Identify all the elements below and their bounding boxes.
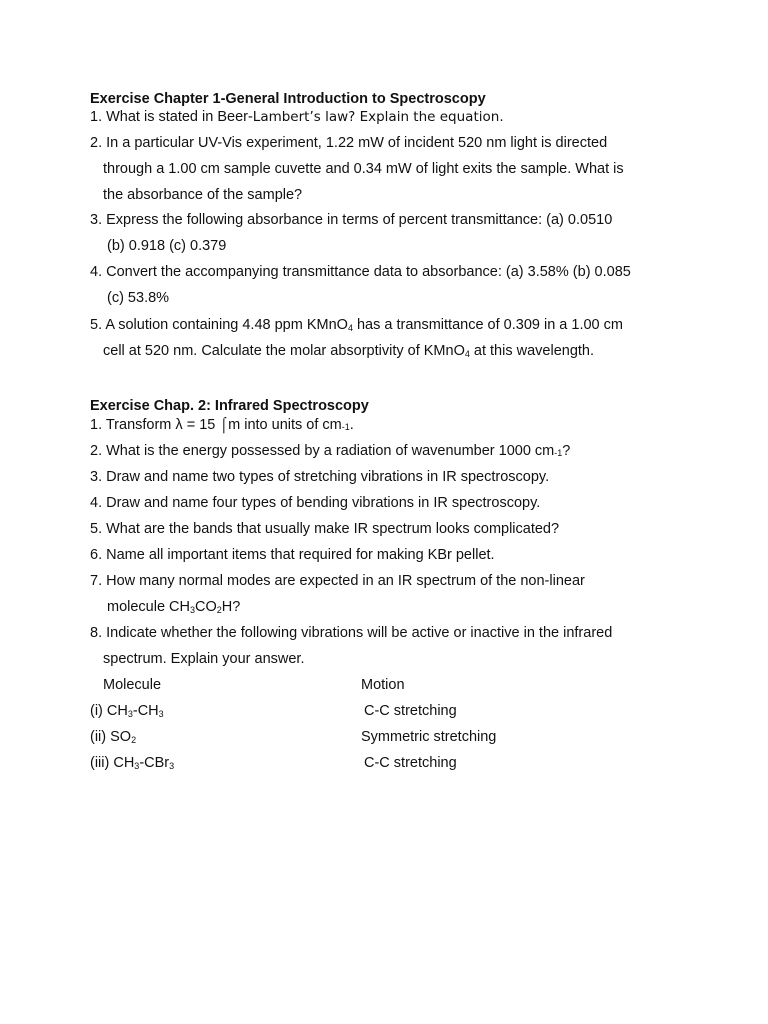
q5-line2-subscript: 4 (464, 349, 470, 359)
c2q1-part3: m into units of cm (228, 417, 342, 433)
chapter2-question-5: 5. What are the bands that usually make IR spectrum looks complicated? (90, 521, 560, 537)
q1-text-part2: Lambert’s law? Explain the equation. (252, 109, 504, 125)
c2q7-subscript2: 2 (216, 605, 222, 615)
c2q1-exponent: -1 (341, 422, 350, 432)
table-row-molecule (90, 702, 164, 720)
chapter2-question-4: 4. Draw and name four types of bending vibrations in IR spectroscopy. (90, 495, 541, 511)
chapter1-question-5-line2 (103, 342, 594, 360)
row3-molecule-part1: (iii) CH (90, 755, 135, 771)
q1-text-part1: 1. What is stated in Beer- (90, 109, 253, 125)
chapter2-question-7-line1: 7. How many normal modes are expected in an IR spectrum of the non-linear (90, 573, 585, 589)
table-header-motion: Motion (361, 677, 405, 693)
chapter2-question-8-line2: spectrum. Explain your answer. (103, 651, 305, 667)
c2q2-part2: ? (562, 443, 571, 459)
row1-subscript2: 3 (158, 709, 164, 719)
chapter1-question-3-line1: 3. Express the following absorbance in terms of percent transmittance: (a) 0.0510 (90, 212, 613, 228)
q5-line1-part1: 5. A solution containing 4.48 ppm KMnO (90, 317, 348, 333)
c2q7-part3: H? (221, 599, 241, 615)
q5-line2-part2: at this wavelength. (469, 343, 595, 359)
chapter2-question-1 (90, 416, 354, 434)
q5-line2-part1: cell at 520 nm. Calculate the molar absorptivity of KMnO (103, 343, 465, 359)
row2-molecule-part1: (ii) SO (90, 729, 132, 745)
table-row-molecule (90, 754, 174, 772)
c2q7-part1: molecule CH (107, 599, 190, 615)
chapter1-question-4-line1: 4. Convert the accompanying transmittance data to absorbance: (a) 3.58% (b) 0.085 (90, 264, 631, 280)
lambda-symbol: λ (175, 417, 183, 433)
row2-subscript1: 2 (131, 735, 137, 745)
chapter2-question-2 (90, 442, 570, 460)
c2q2-part1: 2. What is the energy possessed by a radiation of wavenumber 1000 cm (90, 443, 555, 459)
chapter1-question-2-line2: through a 1.00 cm sample cuvette and 0.34 mW of light exits the sample. What is (103, 161, 624, 177)
mu-symbol: ⌠ (219, 417, 229, 433)
chapter1-question-2-line1: 2. In a particular UV-Vis experiment, 1.22 mW of incident 520 nm light is directed (90, 135, 608, 151)
chapter2-title: Exercise Chap. 2: Infrared Spectroscopy (90, 398, 369, 414)
row1-subscript1: 3 (127, 709, 133, 719)
row3-molecule-part2: -CBr (139, 755, 170, 771)
table-row-motion: C-C stretching (364, 755, 457, 771)
chapter2-question-3: 3. Draw and name two types of stretching vibrations in IR spectroscopy. (90, 469, 550, 485)
chapter1-question-1 (90, 108, 504, 126)
chapter2-question-7-line2 (107, 598, 240, 616)
c2q7-subscript1: 3 (190, 605, 196, 615)
row3-subscript2: 3 (169, 761, 175, 771)
row1-molecule-part1: (i) CH (90, 703, 128, 719)
c2q7-part2: CO (195, 599, 217, 615)
table-row-motion: Symmetric stretching (361, 729, 497, 745)
row1-molecule-part2: -CH (132, 703, 159, 719)
c2q1-period: . (349, 417, 354, 433)
q5-line1-part2: has a transmittance of 0.309 in a 1.00 cm (352, 317, 623, 333)
table-header-molecule: Molecule (103, 677, 162, 693)
table-row-molecule (90, 728, 136, 746)
table-row-motion: C-C stretching (364, 703, 457, 719)
chapter1-question-5-line1 (90, 316, 623, 334)
row3-subscript1: 3 (134, 761, 140, 771)
chapter1-question-2-line3: the absorbance of the sample? (103, 187, 303, 203)
c2q2-exponent: -1 (554, 448, 563, 458)
chapter1-question-4-line2: (c) 53.8% (107, 290, 170, 306)
q5-line1-subscript: 4 (347, 323, 353, 333)
chapter2-question-8-line1: 8. Indicate whether the following vibrations will be active or inactive in the infrared (90, 625, 613, 641)
chapter1-question-3-line2: (b) 0.918 (c) 0.379 (107, 238, 227, 254)
chapter1-title: Exercise Chapter 1-General Introduction to Spectroscopy (90, 91, 486, 107)
c2q1-part1: 1. Transform (90, 417, 176, 433)
chapter2-question-6: 6. Name all important items that required for making KBr pellet. (90, 547, 495, 563)
c2q1-part2: = 15 (182, 417, 220, 433)
